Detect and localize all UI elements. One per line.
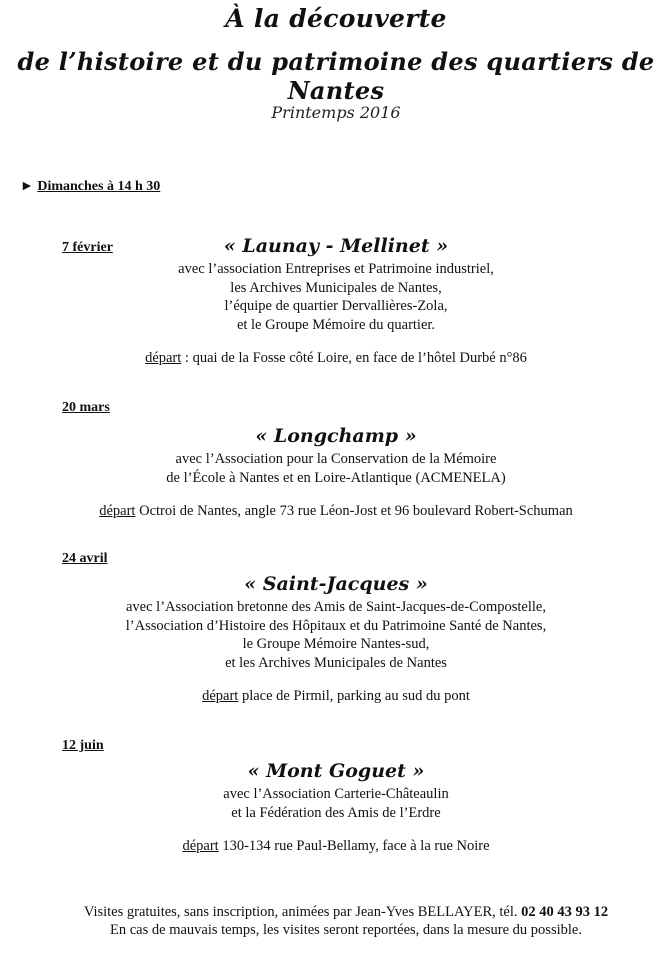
event-departure: [0, 687, 672, 705]
footer-line-2: En cas de mauvais temps, les visites seront reportées, dans la mesure du possible.: [110, 922, 582, 938]
departure-text: place de Pirmil, parking au sud du pont: [238, 688, 470, 704]
schedule-label: Dimanches à 14 h 30: [37, 179, 161, 194]
departure-label: départ: [182, 838, 219, 854]
event-line: avec l’Association bretonne des Amis de Saint-Jacques-de-Compostelle,: [126, 599, 546, 615]
departure-label: départ: [145, 350, 182, 366]
departure-label: départ: [202, 688, 239, 704]
event-line: avec l’association Entreprises et Patrimoine industriel,: [178, 261, 494, 277]
event-departure: [0, 837, 672, 855]
departure-label: départ: [99, 503, 136, 519]
departure-text: : quai de la Fosse côté Loire, en face de l’hôtel Durbé n°86: [181, 350, 527, 366]
event-line: l’équipe de quartier Dervallières-Zola,: [224, 298, 448, 314]
event-date: 12 juin: [62, 738, 104, 753]
footer-text: Visites gratuites, sans inscription, animées par Jean-Yves BELLAYER, tél.: [83, 904, 522, 920]
event-block: [0, 572, 672, 705]
event-departure: [0, 349, 672, 367]
footer-line-1: [0, 903, 672, 921]
schedule-heading: [20, 179, 160, 195]
event-title: « Longchamp »: [255, 425, 417, 447]
event-line: de l’École à Nantes et en Loire-Atlantique (ACMENELA): [166, 469, 506, 486]
event-line: les Archives Municipales de Nantes,: [230, 279, 442, 296]
event-title: « Mont Goguet »: [247, 760, 425, 782]
season-label: Printemps 2016: [271, 103, 401, 122]
event-line: et le Groupe Mémoire du quartier.: [236, 316, 436, 333]
event-departure: [0, 502, 672, 520]
event-title: « Saint-Jacques »: [244, 573, 428, 595]
phone-number: 02 40 43 93 12: [521, 904, 609, 920]
event-line: et les Archives Municipales de Nantes: [225, 654, 447, 671]
event-line: et la Fédération des Amis de l’Erdre: [231, 804, 441, 821]
event-date: 7 février: [62, 240, 113, 255]
event-date: 20 mars: [62, 400, 110, 415]
page-subtitle: de l’histoire et du patrimoine des quartiers de Nantes: [17, 47, 655, 105]
event-line: l’Association d’Histoire des Hôpitaux et du Patrimoine Santé de Nantes,: [125, 617, 547, 634]
arrow-icon: ►: [20, 179, 34, 194]
departure-text: Octroi de Nantes, angle 73 rue Léon-Jost et 96 boulevard Robert-Schuman: [135, 503, 573, 519]
footer: [0, 903, 672, 939]
event-title: « Launay - Mellinet »: [223, 235, 449, 257]
event-date: 24 avril: [62, 551, 108, 566]
event-block: [0, 424, 672, 520]
event-line: avec l’Association pour la Conservation de la Mémoire: [175, 451, 497, 467]
event-block: [0, 759, 672, 855]
event-line: avec l’Association Carterie-Châteaulin: [223, 786, 449, 802]
departure-text: 130-134 rue Paul-Bellamy, face à la rue Noire: [218, 838, 490, 854]
page-title: À la découverte: [225, 4, 447, 33]
event-block: [0, 234, 672, 367]
event-line: le Groupe Mémoire Nantes-sud,: [242, 636, 430, 652]
